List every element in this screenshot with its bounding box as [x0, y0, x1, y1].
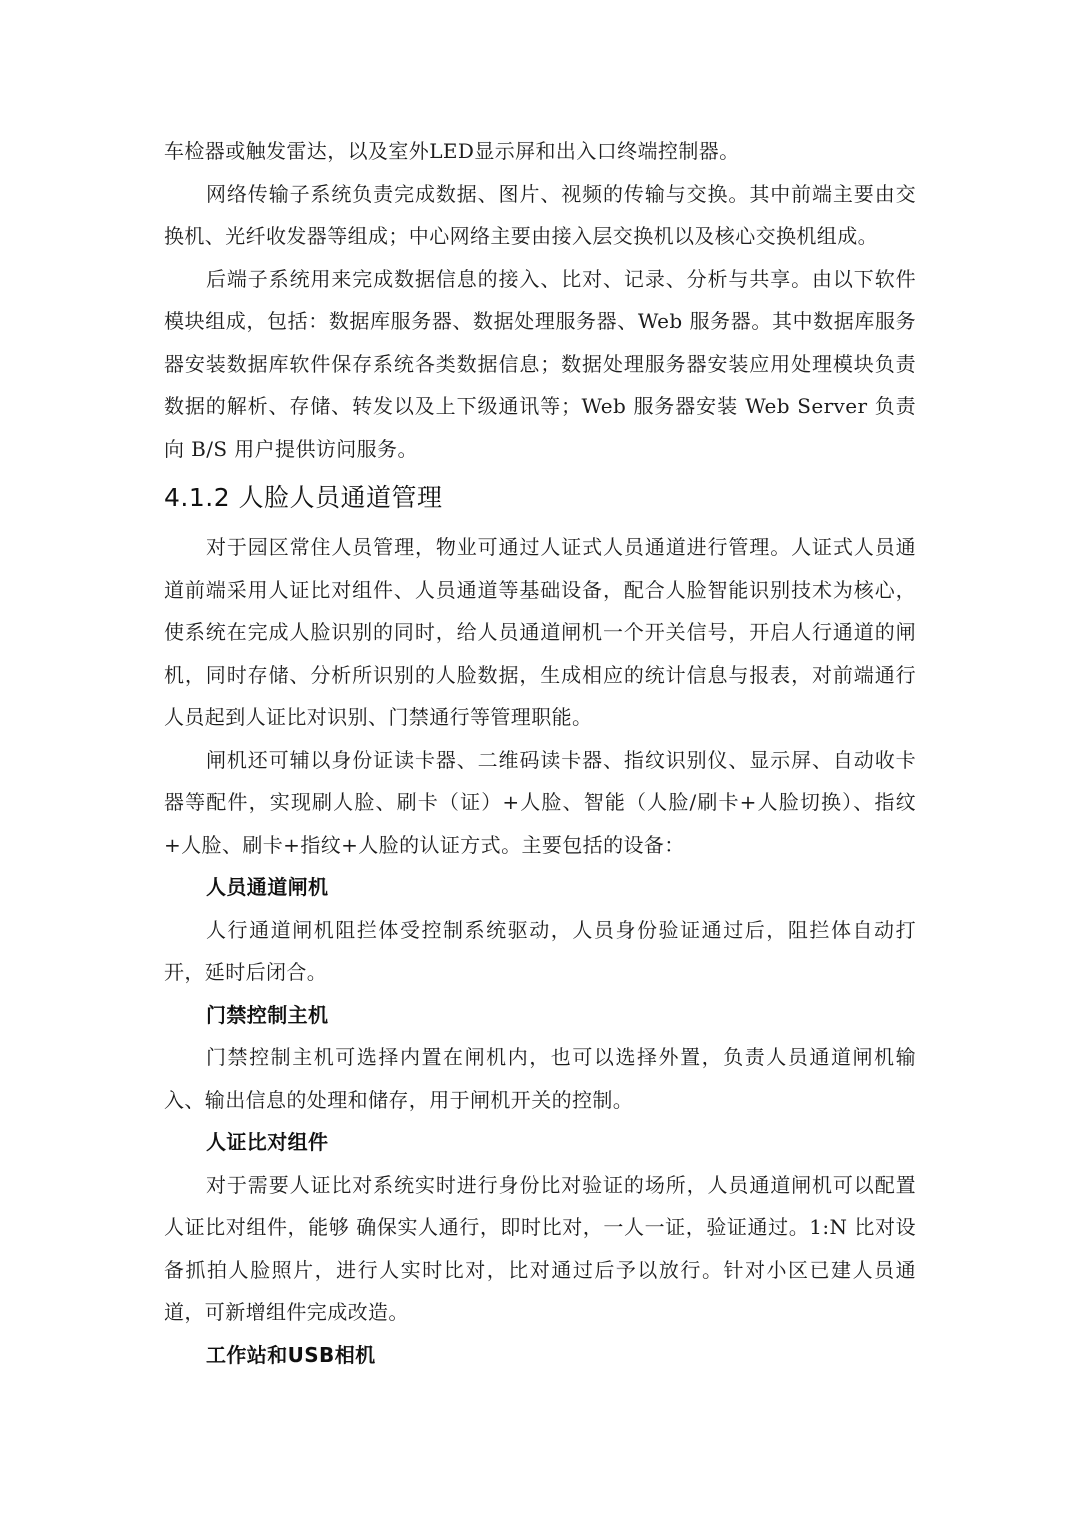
- paragraph-network-subsystem: 网络传输子系统负责完成数据、图片、视频的传输与交换。其中前端主要由交换机、光纤收发器等组成；中心网络主要由接入层交换机以及核心交换机组成。: [164, 181, 916, 248]
- subheading-access-controller: 门禁控制主机: [206, 1002, 329, 1027]
- paragraph-gate-accessories: 闸机还可辅以身份证读卡器、二维码读卡器、指纹识别仪、显示屏、自动收卡器等配件，实现刷人脸、刷卡（证）+人脸、智能（人脸/刷卡+人脸切换）、指纹+人脸、刷卡+指纹+人脸的认证方式。主要包括的设备：: [164, 747, 916, 857]
- subheading-gate: 人员通道闸机: [206, 875, 329, 899]
- paragraph-continuation: 车检器或触发雷达，以及室外LED显示屏和出入口终端控制器。: [164, 139, 740, 163]
- section-heading: 4.1.2 人脸人员通道管理: [164, 483, 443, 512]
- paragraph-access-controller: 门禁控制主机可选择内置在闸机内，也可以选择外置，负责人员通道闸机输入、输出信息的处理和储存，用于闸机开关的控制。: [164, 1045, 916, 1112]
- subheading-workstation-camera: 工作站和USB相机: [206, 1342, 376, 1367]
- paragraph-backend-subsystem: 后端子系统用来完成数据信息的接入、比对、记录、分析与共享。由以下软件模块组成，包括：数据库服务器、数据处理服务器、Web 服务器。其中数据库服务器安装数据库软件保存系统各类数据信息；数据处理服务器安装应用处理模块负责数据的解析、存储、转发以及上下级通讯等；Web 服务器安装 Web Server 负责向 B/S 用户提供访问服务。: [164, 266, 916, 461]
- paragraph-gate: 人行通道闸机阻拦体受控制系统驱动，人员身份验证通过后，阻拦体自动打开，延时后闭合。: [164, 917, 916, 984]
- subheading-id-verification: 人证比对组件: [206, 1130, 329, 1154]
- paragraph-face-channel-intro: 对于园区常住人员管理，物业可通过人证式人员通道进行管理。人证式人员通道前端采用人证比对组件、人员通道等基础设备，配合人脸智能识别技术为核心，使系统在完成人脸识别的同时，给人员通道闸机一个开关信号，开启人行通道的闸机，同时存储、分析所识别的人脸数据，生成相应的统计信息与报表，对前端通行人员起到人证比对识别、门禁通行等管理职能。: [164, 535, 916, 729]
- paragraph-id-verification: 对于需要人证比对系统实时进行身份比对验证的场所，人员通道闸机可以配置人证比对组件，能够 确保实人通行，即时比对，一人一证，验证通过。1:N 比对设备抓拍人脸照片，进行人实时比对，比对通过后予以放行。针对小区已建人员通道，可新增组件完成改造。: [164, 1172, 916, 1324]
- document-page: [164, 130, 916, 1376]
